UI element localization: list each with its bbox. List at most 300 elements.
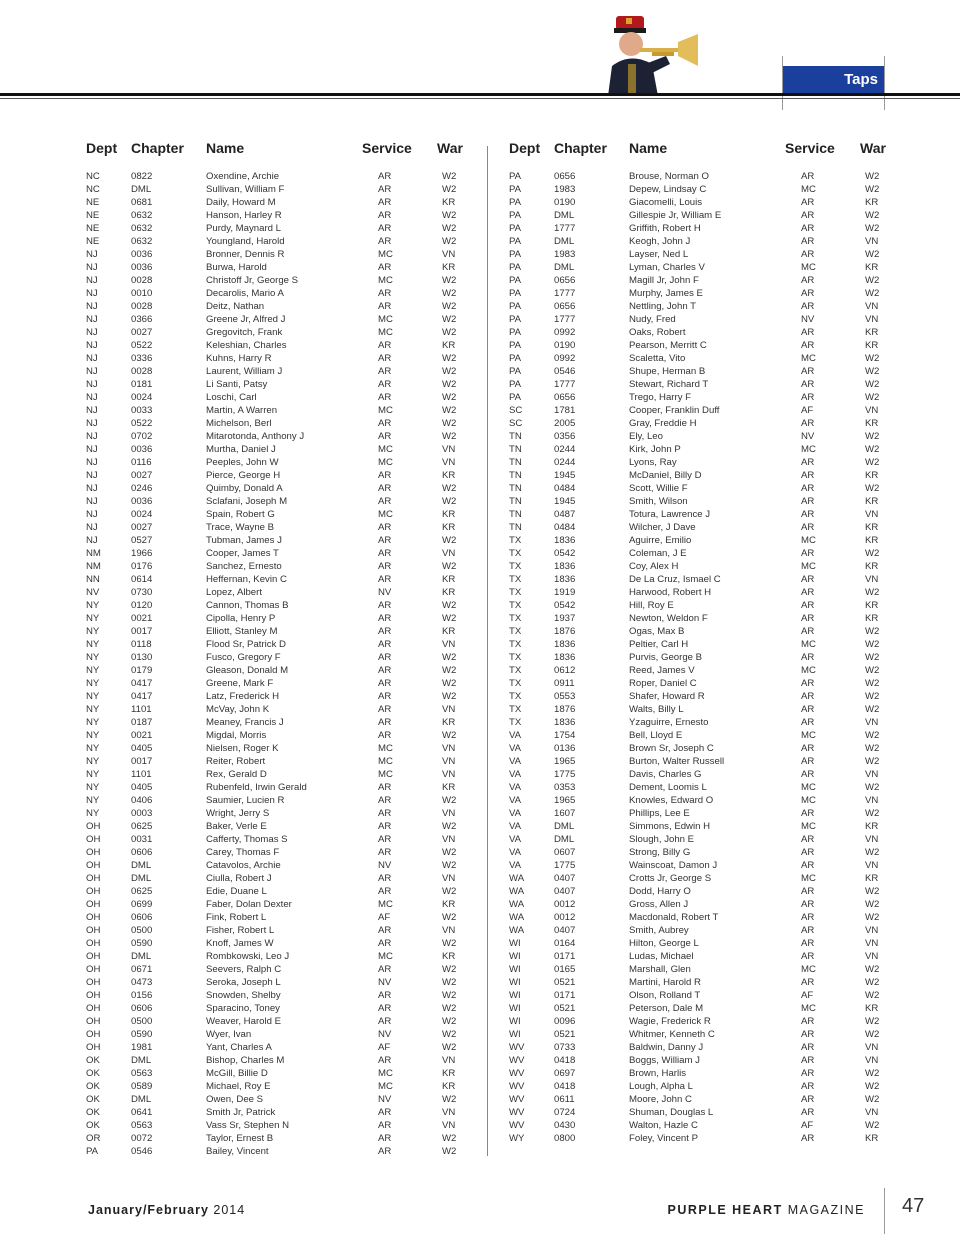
cell-chapter: 0500: [131, 925, 153, 936]
cell-dept: TN: [509, 522, 522, 533]
cell-service: AR: [378, 236, 392, 247]
table-row: [509, 846, 889, 859]
cell-chapter: 0120: [131, 600, 153, 611]
cell-name: Christoff Jr, George S: [206, 275, 299, 286]
cell-service: AR: [801, 496, 815, 507]
cell-war: KR: [865, 262, 879, 273]
cell-war: W2: [865, 808, 880, 819]
cell-dept: OH: [86, 1042, 101, 1053]
cell-name: Gross, Allen J: [629, 899, 689, 910]
table-row: [509, 495, 889, 508]
cell-name: Cannon, Thomas B: [206, 600, 289, 611]
cell-name: Hill, Roy E: [629, 600, 674, 611]
cell-war: W2: [442, 652, 457, 663]
table-row: [509, 508, 889, 521]
cell-dept: TN: [509, 470, 522, 481]
cell-war: VN: [442, 1055, 456, 1066]
cell-war: W2: [865, 782, 880, 793]
cell-war: VN: [865, 860, 879, 871]
cell-dept: NV: [86, 587, 100, 598]
cell-war: W2: [865, 457, 880, 468]
cell-war: VN: [442, 873, 456, 884]
table-row: [509, 885, 889, 898]
table-row: [509, 1132, 889, 1145]
cell-dept: VA: [509, 834, 522, 845]
table-row: [509, 456, 889, 469]
cell-dept: OK: [86, 1120, 100, 1131]
cell-service: AR: [378, 808, 392, 819]
cell-dept: OH: [86, 847, 101, 858]
cell-chapter: 0656: [554, 171, 576, 182]
cell-war: KR: [442, 899, 456, 910]
cell-service: AR: [378, 1016, 392, 1027]
cell-chapter: 0590: [131, 938, 153, 949]
table-row: [509, 716, 889, 729]
cell-name: Kuhns, Harry R: [206, 353, 272, 364]
cell-dept: NJ: [86, 444, 98, 455]
cell-dept: OH: [86, 1016, 101, 1027]
cell-war: W2: [442, 223, 457, 234]
table-row: [509, 430, 889, 443]
cell-war: W2: [442, 964, 457, 975]
cell-chapter: 0632: [131, 210, 153, 221]
cell-dept: TN: [509, 509, 522, 520]
cell-dept: VA: [509, 769, 522, 780]
table-row: [86, 1093, 466, 1106]
cell-name: Hilton, George L: [629, 938, 699, 949]
cell-name: Bailey, Vincent: [206, 1146, 269, 1157]
table-row: [509, 612, 889, 625]
cell-war: W2: [865, 379, 880, 390]
cell-service: AR: [801, 197, 815, 208]
cell-dept: WI: [509, 964, 521, 975]
cell-chapter: 0366: [131, 314, 153, 325]
cell-service: AR: [378, 730, 392, 741]
table-row: [509, 443, 889, 456]
cell-name: Layser, Ned L: [629, 249, 689, 260]
cell-war: KR: [442, 522, 456, 533]
cell-name: Saumier, Lucien R: [206, 795, 285, 806]
cell-name: Boggs, William J: [629, 1055, 700, 1066]
cell-service: AR: [801, 626, 815, 637]
cell-name: Peltier, Carl H: [629, 639, 689, 650]
cell-dept: OK: [86, 1055, 100, 1066]
cell-chapter: 0405: [131, 743, 153, 754]
cell-service: NV: [801, 431, 815, 442]
cell-dept: WI: [509, 938, 521, 949]
cell-name: Seroka, Joseph L: [206, 977, 281, 988]
cell-chapter: 0430: [554, 1120, 576, 1131]
cell-name: Moore, John C: [629, 1094, 692, 1105]
cell-name: Wilcher, J Dave: [629, 522, 696, 533]
cell-service: AF: [801, 1120, 814, 1131]
cell-service: AR: [801, 1133, 815, 1144]
cell-name: Brouse, Norman O: [629, 171, 709, 182]
cell-war: W2: [865, 964, 880, 975]
cell-name: Scaletta, Vito: [629, 353, 686, 364]
cell-service: AR: [801, 548, 815, 559]
cell-chapter: 0096: [554, 1016, 576, 1027]
cell-service: AR: [378, 1003, 392, 1014]
cell-service: AR: [378, 522, 392, 533]
cell-chapter: 0171: [554, 990, 576, 1001]
cell-war: W2: [865, 249, 880, 260]
cell-name: Ciulla, Robert J: [206, 873, 272, 884]
cell-name: Wright, Jerry S: [206, 808, 270, 819]
cell-service: AF: [801, 990, 814, 1001]
cell-war: KR: [442, 626, 456, 637]
cell-war: KR: [865, 613, 879, 624]
cell-service: AR: [378, 847, 392, 858]
cell-service: AR: [378, 782, 392, 793]
table-row: [86, 248, 466, 261]
cell-chapter: 0033: [131, 405, 153, 416]
cell-name: Walts, Billy L: [629, 704, 684, 715]
cell-service: AR: [801, 1081, 815, 1092]
cell-war: W2: [442, 184, 457, 195]
cell-service: AF: [378, 1042, 391, 1053]
cell-chapter: 0697: [554, 1068, 576, 1079]
cell-chapter: 0027: [131, 327, 153, 338]
footer-magazine-light: MAGAZINE: [787, 1203, 865, 1217]
bugler-illustration: [600, 8, 705, 96]
cell-name: Shuman, Douglas L: [629, 1107, 714, 1118]
cell-chapter: 0606: [131, 912, 153, 923]
cell-war: VN: [442, 704, 456, 715]
cell-dept: WI: [509, 1016, 521, 1027]
table-row: [86, 1028, 466, 1041]
cell-chapter: 0542: [554, 600, 576, 611]
cell-chapter: 0632: [131, 236, 153, 247]
column-divider: [487, 146, 488, 1156]
cell-service: AR: [801, 1068, 815, 1079]
cell-service: AR: [801, 249, 815, 260]
cell-service: AR: [801, 847, 815, 858]
right-column: [509, 140, 889, 1145]
cell-war: KR: [865, 327, 879, 338]
table-row: [86, 1119, 466, 1132]
cell-service: AR: [801, 574, 815, 585]
cell-name: Ludas, Michael: [629, 951, 694, 962]
header-rule-thin: [0, 98, 960, 99]
cell-chapter: 1777: [554, 314, 576, 325]
cell-chapter: 0625: [131, 821, 153, 832]
cell-war: KR: [865, 873, 879, 884]
cell-war: VN: [865, 938, 879, 949]
cell-dept: NJ: [86, 457, 98, 468]
cell-dept: TX: [509, 665, 522, 676]
cell-war: KR: [442, 951, 456, 962]
cell-name: Smith Jr, Patrick: [206, 1107, 276, 1118]
cell-dept: NJ: [86, 288, 98, 299]
cell-dept: WA: [509, 886, 525, 897]
table-row: [86, 287, 466, 300]
cell-name: Ogas, Max B: [629, 626, 685, 637]
cell-name: Trego, Harry F: [629, 392, 692, 403]
cell-war: KR: [442, 470, 456, 481]
cell-name: Nettling, John T: [629, 301, 697, 312]
cell-war: VN: [865, 795, 879, 806]
header-dept: Dept: [86, 140, 118, 156]
cell-name: Rex, Gerald D: [206, 769, 267, 780]
cell-chapter: 0487: [554, 509, 576, 520]
cell-dept: VA: [509, 730, 522, 741]
table-row: [509, 209, 889, 222]
cell-chapter: 0024: [131, 392, 153, 403]
cell-chapter: 1836: [554, 639, 576, 650]
table-row: [86, 586, 466, 599]
cell-chapter: 0521: [554, 977, 576, 988]
cell-dept: VA: [509, 860, 522, 871]
table-row: [86, 703, 466, 716]
cell-service: AR: [378, 1055, 392, 1066]
cell-war: KR: [442, 574, 456, 585]
cell-chapter: 1876: [554, 626, 576, 637]
cell-name: Purvis, George B: [629, 652, 703, 663]
table-row: [509, 417, 889, 430]
cell-dept: TX: [509, 639, 522, 650]
table-row: [86, 664, 466, 677]
cell-dept: TX: [509, 678, 522, 689]
cell-chapter: 1836: [554, 652, 576, 663]
cell-chapter: 0244: [554, 457, 576, 468]
table-row: [86, 742, 466, 755]
cell-war: W2: [442, 210, 457, 221]
cell-dept: NJ: [86, 314, 98, 325]
table-row: [86, 1015, 466, 1028]
cell-service: AR: [378, 366, 392, 377]
cell-chapter: 1983: [554, 184, 576, 195]
cell-chapter: DML: [131, 1094, 152, 1105]
cell-name: Newton, Weldon F: [629, 613, 708, 624]
cell-service: AR: [378, 483, 392, 494]
cell-name: Simmons, Edwin H: [629, 821, 711, 832]
cell-chapter: 0012: [554, 899, 576, 910]
table-row: [509, 768, 889, 781]
cell-dept: NJ: [86, 301, 98, 312]
cell-service: AR: [378, 626, 392, 637]
cell-dept: TN: [509, 431, 522, 442]
cell-war: W2: [865, 548, 880, 559]
cell-name: Gleason, Donald M: [206, 665, 289, 676]
cell-chapter: DML: [131, 184, 152, 195]
cell-service: MC: [801, 262, 816, 273]
cell-name: Sanchez, Ernesto: [206, 561, 282, 572]
cell-service: MC: [378, 756, 393, 767]
cell-war: W2: [865, 665, 880, 676]
cell-service: AR: [378, 691, 392, 702]
cell-war: W2: [442, 600, 457, 611]
cell-dept: PA: [509, 275, 522, 286]
table-row: [509, 794, 889, 807]
cell-dept: OH: [86, 834, 101, 845]
cell-name: Edie, Duane L: [206, 886, 267, 897]
cell-service: AR: [378, 262, 392, 273]
cell-war: W2: [865, 431, 880, 442]
cell-chapter: 1775: [554, 860, 576, 871]
table-row: [509, 313, 889, 326]
cell-war: W2: [442, 327, 457, 338]
cell-chapter: 0656: [554, 275, 576, 286]
cell-name: Heffernan, Kevin C: [206, 574, 287, 585]
cell-service: AR: [378, 379, 392, 390]
table-row: [509, 1067, 889, 1080]
table-row: [86, 430, 466, 443]
cell-name: Laurent, William J: [206, 366, 283, 377]
cell-war: W2: [865, 184, 880, 195]
cell-service: AR: [801, 223, 815, 234]
cell-chapter: 0522: [131, 418, 153, 429]
cell-service: AR: [378, 210, 392, 221]
cell-war: VN: [442, 444, 456, 455]
cell-name: Murphy, James E: [629, 288, 703, 299]
cell-name: Wagie, Frederick R: [629, 1016, 711, 1027]
cell-dept: TX: [509, 574, 522, 585]
cell-service: AR: [801, 678, 815, 689]
cell-war: W2: [442, 665, 457, 676]
table-row: [509, 911, 889, 924]
cell-name: Fusco, Gregory F: [206, 652, 281, 663]
cell-dept: OH: [86, 925, 101, 936]
table-row: [86, 690, 466, 703]
cell-war: VN: [442, 769, 456, 780]
cell-service: MC: [378, 769, 393, 780]
cell-service: AR: [801, 886, 815, 897]
cell-name: Cooper, Franklin Duff: [629, 405, 720, 416]
cell-service: AR: [378, 1146, 392, 1157]
table-row: [509, 235, 889, 248]
cell-war: W2: [865, 353, 880, 364]
table-row: [86, 1080, 466, 1093]
cell-chapter: 0028: [131, 301, 153, 312]
cell-chapter: 0681: [131, 197, 153, 208]
cell-chapter: 0730: [131, 587, 153, 598]
cell-dept: OH: [86, 1029, 101, 1040]
cell-dept: VA: [509, 756, 522, 767]
cell-war: W2: [442, 1042, 457, 1053]
cell-service: AR: [378, 639, 392, 650]
cell-war: W2: [865, 223, 880, 234]
footer-magazine-title: [667, 1203, 865, 1217]
cell-war: W2: [442, 847, 457, 858]
table-row: [509, 261, 889, 274]
table-row: [86, 1041, 466, 1054]
table-row: [86, 404, 466, 417]
cell-name: Peeples, John W: [206, 457, 279, 468]
table-row: [509, 1080, 889, 1093]
cell-service: AR: [378, 496, 392, 507]
cell-war: VN: [865, 574, 879, 585]
cell-chapter: 0024: [131, 509, 153, 520]
cell-chapter: 1919: [554, 587, 576, 598]
cell-war: W2: [442, 496, 457, 507]
cell-dept: TN: [509, 496, 522, 507]
cell-service: MC: [378, 327, 393, 338]
cell-name: Brown Sr, Joseph C: [629, 743, 714, 754]
cell-dept: NY: [86, 665, 100, 676]
table-row: [86, 794, 466, 807]
table-row: [86, 781, 466, 794]
cell-dept: WI: [509, 990, 521, 1001]
cell-dept: PA: [509, 171, 522, 182]
table-row: [86, 222, 466, 235]
table-row: [86, 976, 466, 989]
cell-war: KR: [442, 1068, 456, 1079]
cell-service: MC: [801, 964, 816, 975]
cell-service: AF: [378, 912, 391, 923]
cell-dept: PA: [509, 301, 522, 312]
cell-chapter: 0607: [554, 847, 576, 858]
table-row: [509, 560, 889, 573]
table-row: [509, 677, 889, 690]
cell-service: MC: [801, 730, 816, 741]
cell-war: W2: [442, 912, 457, 923]
table-row: [509, 586, 889, 599]
table-row: [86, 1132, 466, 1145]
cell-service: AR: [801, 509, 815, 520]
cell-name: Coleman, J E: [629, 548, 687, 559]
table-row: [509, 729, 889, 742]
cell-name: Purdy, Maynard L: [206, 223, 282, 234]
cell-chapter: 0473: [131, 977, 153, 988]
cell-war: W2: [442, 990, 457, 1001]
cell-service: AR: [378, 1120, 392, 1131]
cell-chapter: 0356: [554, 431, 576, 442]
cell-chapter: 0165: [554, 964, 576, 975]
cell-chapter: DML: [131, 951, 152, 962]
cell-dept: NY: [86, 626, 100, 637]
cell-service: AR: [378, 340, 392, 351]
table-row: [509, 1015, 889, 1028]
left-column: [86, 140, 466, 1158]
cell-chapter: DML: [554, 210, 575, 221]
cell-service: MC: [378, 249, 393, 260]
cell-war: W2: [442, 860, 457, 871]
cell-war: W2: [442, 1094, 457, 1105]
table-row: [509, 339, 889, 352]
cell-name: Giacomelli, Louis: [629, 197, 703, 208]
cell-chapter: 0028: [131, 366, 153, 377]
cell-name: Yant, Charles A: [206, 1042, 272, 1053]
cell-war: VN: [865, 925, 879, 936]
cell-service: MC: [378, 405, 393, 416]
cell-name: Macdonald, Robert T: [629, 912, 719, 923]
cell-dept: TX: [509, 626, 522, 637]
cell-service: AR: [378, 431, 392, 442]
cell-chapter: 0733: [554, 1042, 576, 1053]
cell-chapter: 0353: [554, 782, 576, 793]
cell-chapter: 0671: [131, 964, 153, 975]
cell-name: Quimby, Donald A: [206, 483, 283, 494]
cell-war: W2: [865, 483, 880, 494]
cell-chapter: 1937: [554, 613, 576, 624]
cell-chapter: 0590: [131, 1029, 153, 1040]
cell-service: MC: [378, 457, 393, 468]
cell-war: W2: [442, 275, 457, 286]
cell-chapter: 0171: [554, 951, 576, 962]
cell-war: W2: [442, 1016, 457, 1027]
cell-chapter: 0021: [131, 730, 153, 741]
table-row: [86, 521, 466, 534]
cell-dept: NY: [86, 743, 100, 754]
cell-war: W2: [865, 990, 880, 1001]
cell-name: Owen, Dee S: [206, 1094, 264, 1105]
cell-service: AR: [801, 418, 815, 429]
cell-service: AR: [378, 470, 392, 481]
cell-dept: NY: [86, 691, 100, 702]
table-row: [86, 768, 466, 781]
cell-war: W2: [865, 730, 880, 741]
